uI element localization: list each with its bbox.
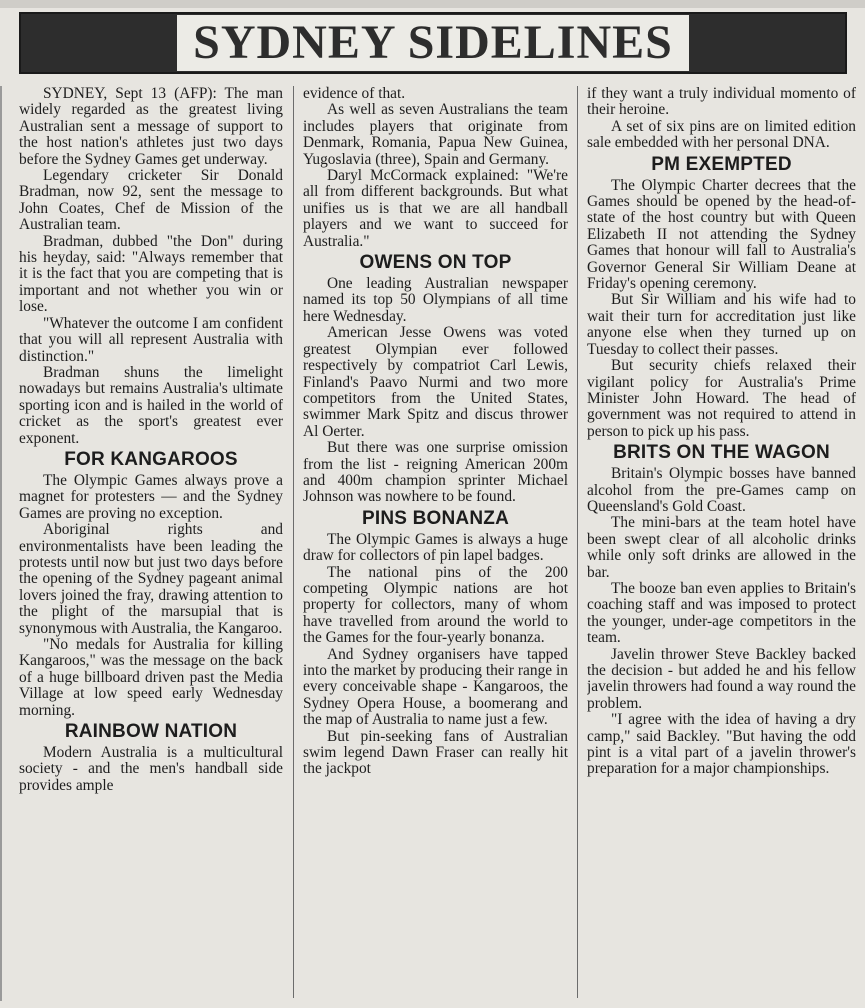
section-heading: PM EXEMPTED <box>651 153 792 175</box>
article-paragraph: The Olympic Games is always a huge draw for collectors of pin lapel badges. <box>303 530 568 565</box>
section-heading: BRITS ON THE WAGON <box>613 442 830 464</box>
article-paragraph: Aboriginal rights and environmentalists have been leading the protests until now but just two days before the opening of the Sydney pageant animal lovers joined the fray, drawing attention to the plight of the marsupial that is synonymous with Australia, the Kangaroo. <box>19 521 283 637</box>
article-paragraph: Legendary cricketer Sir Donald Bradman, now 92, sent the message to John Coates, Chef de Mission of the Australian team. <box>19 167 283 234</box>
article-paragraph: Modern Australia is a multicultural society - and the men's handball side provides ample <box>19 744 283 794</box>
section-heading: OWENS ON TOP <box>359 252 512 274</box>
article-paragraph: But security chiefs relaxed their vigilant policy for Australia's Prime Minister John Howard. The head of government was not required to attend in person to pick up his pass. <box>587 357 856 440</box>
article-column-2 <box>303 86 568 1001</box>
article-column-1 <box>19 86 283 1001</box>
article-paragraph: Daryl McCormack explained: "We're all from different backgrounds. But what unifies us is that we are all handball players and we want to succeed for Australia." <box>303 167 568 250</box>
section-heading: PINS BONANZA <box>361 507 509 529</box>
article-paragraph: The Olympic Charter decrees that the Games should be opened by the head-of-state of the host country but with Queen Elizabeth II not attending the Sydney Games that honour will fall to Australia's Governor General Sir William Deane at Friday's opening ceremony. <box>587 176 856 293</box>
article-paragraph: As well as seven Australians the team includes players that originate from Denmark, Romania, Papua New Guinea, Yugoslavia (three), Spain and Germany. <box>303 101 568 168</box>
article-paragraph: Bradman shuns the limelight nowadays but remains Australia's ultimate sporting icon and is hailed in the world of cricket as the sport's greatest ever exponent. <box>19 363 283 447</box>
article-paragraph: A set of six pins are on limited edition sale embedded with her personal DNA. <box>587 117 856 152</box>
article-paragraph: SYDNEY, Sept 13 (AFP): The man widely regarded as the greatest living Australian sent a message of support to the host nation's athletes just two days before the Sydney Games get underway. <box>19 86 283 168</box>
article-paragraph: American Jesse Owens was voted greatest Olympian ever followed respectively by compatriot Carl Lewis, Finland's Paavo Nurmi and two more competitors from the United States, swimmer Mark Spitz and discus thrower Al Oerter. <box>303 324 568 440</box>
article-paragraph: Bradman, dubbed "the Don" during his heyday, said: "Always remember that it is the fact that you are competing that is important and not whether you win or lose. <box>19 232 283 316</box>
article-paragraph: But there was one surprise omission from the list - reigning American 200m and 400m champion sprinter Michael Johnson was nowhere to be found. <box>303 439 568 506</box>
column-divider <box>577 86 578 998</box>
article-column-3 <box>587 86 856 1001</box>
article-paragraph: Britain's Olympic bosses have banned alcohol from the pre-Games camp on Queensland's Gold Coast. <box>587 465 856 515</box>
article-paragraph: if they want a truly individual momento of their heroine. <box>587 86 856 119</box>
section-heading: FOR KANGAROOS <box>64 448 238 470</box>
article-paragraph: But Sir William and his wife had to wait their turn for accreditation just like anyone else when they turned up on Tuesday to collect their passes. <box>587 291 856 358</box>
article-paragraph: "Whatever the outcome I am confident that you will all represent Australia with distinction." <box>19 314 283 365</box>
article-paragraph: The booze ban even applies to Britain's coaching staff and was imposed to protect the younger, under-age competitors in the team. <box>587 579 856 647</box>
article-paragraph: But pin-seeking fans of Australian swim legend Dawn Fraser can really hit the jackpot <box>303 727 568 778</box>
article-paragraph: The mini-bars at the team hotel have been swept clear of all alcoholic drinks while only soft drinks are allowed in the bar. <box>587 514 856 581</box>
article-paragraph: The national pins of the 200 competing Olympic nations are hot property for collectors, many of whom have travelled from around the world to the Games for the four-yearly bonanza. <box>303 563 568 647</box>
article-paragraph: And Sydney organisers have tapped into the market by producing their range in every conceivable shape - Kangaroos, the Sydney Opera House, a boomerang and the map of Australia to name just a few. <box>303 645 568 729</box>
column-divider <box>293 86 294 998</box>
article-paragraph: evidence of that. <box>303 86 406 102</box>
section-title: SYDNEY SIDELINES <box>177 15 689 71</box>
page-top-strip <box>0 0 865 8</box>
left-page-edge <box>0 86 2 1001</box>
article-paragraph: The Olympic Games always prove a magnet for protesters — and the Sydney Games are proving no exception. <box>19 471 283 522</box>
section-banner <box>19 12 847 74</box>
article-paragraph: One leading Australian newspaper named its top 50 Olympians of all time here Wednesday. <box>303 275 568 325</box>
article-paragraph: Javelin thrower Steve Backley backed the decision - but added he and his fellow javelin throwers had found a way round the problem. <box>587 645 856 712</box>
article-paragraph: "I agree with the idea of having a dry camp," said Backley. "But having the odd pint is a vital part of a javelin thrower's preparation for a major championships. <box>587 711 856 778</box>
article-paragraph: "No medals for Australia for killing Kangaroos," was the message on the back of a huge billboard driven past the Media Village at low speed early Wednesday morning. <box>19 636 283 719</box>
section-heading: RAINBOW NATION <box>64 721 238 743</box>
